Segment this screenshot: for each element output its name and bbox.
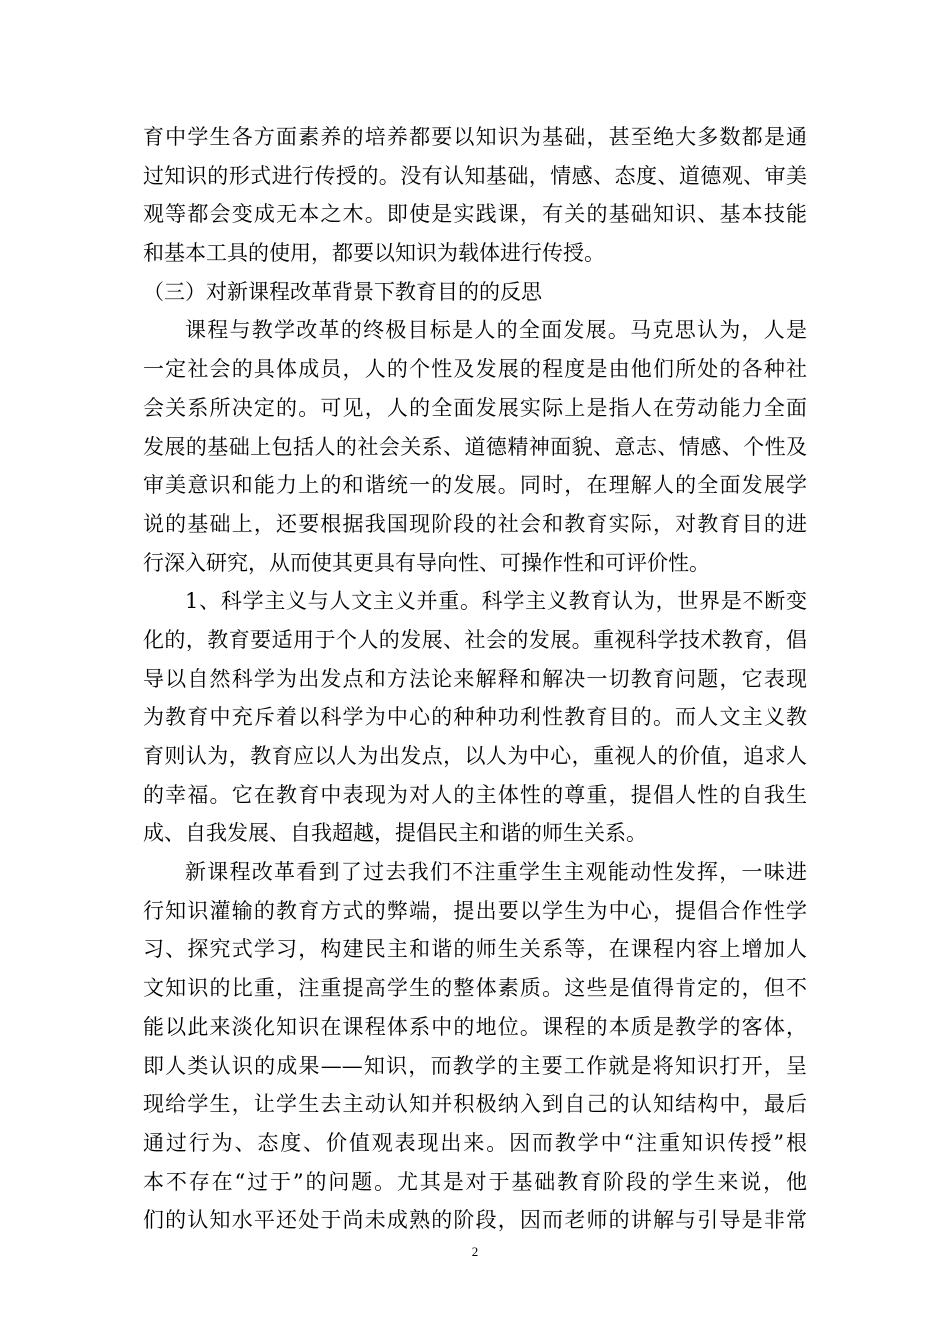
- text-line: 课程与教学改革的终极目标是人的全面发展。马克思认为，人是: [185, 318, 807, 343]
- text-line: 育中学生各方面素养的培养都要以知识为基础，甚至绝大多数都是通: [143, 125, 807, 149]
- text-line: 为教育中充斥着以科学为中心的种种功利性教育目的。而人文主义教: [143, 705, 807, 730]
- text-line: 习、探究式学习，构建民主和谐的师生关系等，在课程内容上增加人: [143, 937, 807, 962]
- text-line: 化的，教育要适用于个人的发展、社会的发展。重视科学技术教育，倡: [143, 627, 807, 652]
- text-line: 们的认知水平还处于尚未成熟的阶段，因而老师的讲解与引导是非常: [143, 1208, 807, 1233]
- text-line: 过知识的形式进行传授的。没有认知基础，情感、态度、道德观、审美: [143, 163, 807, 188]
- text-line: 和基本工具的使用，都要以知识为载体进行传授。: [143, 241, 605, 266]
- page-number: 2: [471, 1244, 479, 1259]
- text-line: 即人类认识的成果——知识，而教学的主要工作就是将知识打开，呈: [143, 1053, 807, 1078]
- text-line: 审美意识和能力上的和谐统一的发展。同时，在理解人的全面发展学: [143, 473, 807, 498]
- text-line: 新课程改革看到了过去我们不注重学生主观能动性发挥，一味进: [185, 860, 807, 885]
- paragraph: [143, 853, 807, 1240]
- text-line: 导以自然科学为出发点和方法论来解释和解决一切教育问题，它表现: [143, 666, 807, 691]
- text-line: 育则认为，教育应以人为出发点，以人为中心，重视人的价值，追求人: [143, 744, 807, 768]
- text-line: 1、科学主义与人文主义并重。科学主义教育认为，世界是不断变: [185, 589, 807, 614]
- text-line: 行知识灌输的教育方式的弊端，提出要以学生为中心，提倡合作性学: [143, 898, 807, 923]
- text-line: 文知识的比重，注重提高学生的整体素质。这些是值得肯定的，但不: [143, 976, 807, 1001]
- section-heading: （三）对新课程改革背景下教育目的的反思: [143, 279, 542, 304]
- text-line: 能以此来淡化知识在课程体系中的地位。课程的本质是教学的客体，: [143, 1014, 807, 1039]
- text-line: 观等都会变成无本之木。即使是实践课，有关的基础知识、基本技能: [143, 202, 807, 227]
- text-line: 会关系所决定的。可见，人的全面发展实际上是指人在劳动能力全面: [143, 395, 807, 420]
- text-line: 发展的基础上包括人的社会关系、道德精神面貌、意志、情感、个性及: [143, 434, 807, 459]
- text-line: 的幸福。它在教育中表现为对人的主体性的尊重，提倡人性的自我生: [143, 782, 807, 807]
- text-line: 本不存在“过于”的问题。尤其是对于基础教育阶段的学生来说，他: [143, 1169, 807, 1194]
- text-line: 一定社会的具体成员，人的个性及发展的程度是由他们所处的各种社: [143, 357, 807, 382]
- paragraph: [143, 311, 807, 582]
- text-line: 说的基础上，还要根据我国现阶段的社会和教育实际，对教育目的进: [143, 511, 807, 536]
- paragraph: [143, 582, 807, 853]
- text-line: 现给学生，让学生去主动认知并积极纳入到自己的认知结构中，最后: [143, 1092, 807, 1117]
- text-line: 行深入研究，从而使其更具有导向性、可操作性和可评价性。: [143, 550, 710, 575]
- text-line: 通过行为、态度、价值观表现出来。因而教学中“注重知识传授”根: [143, 1130, 807, 1155]
- text-line: 成、自我发展、自我超越，提倡民主和谐的师生关系。: [143, 821, 647, 846]
- document-body: [143, 118, 807, 1240]
- paragraph: [143, 118, 807, 273]
